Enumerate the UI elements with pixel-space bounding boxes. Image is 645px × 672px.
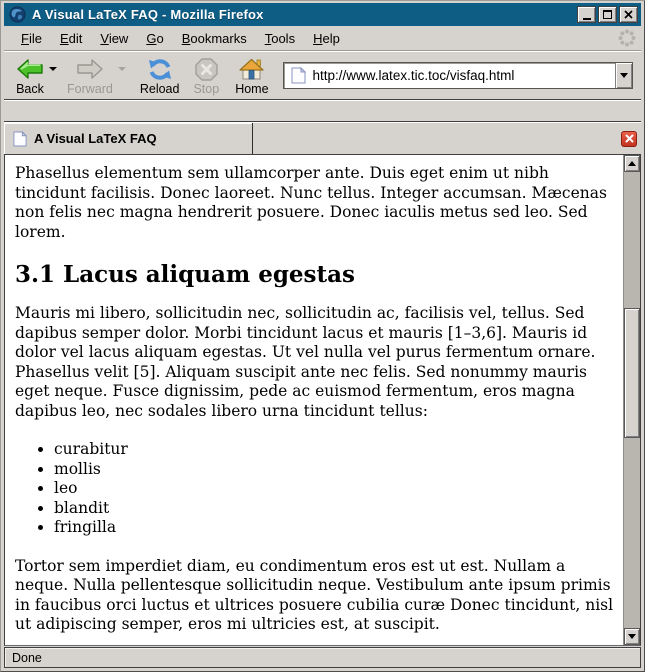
list-item: • fringilla xyxy=(54,518,617,538)
close-tab-button[interactable] xyxy=(621,131,637,147)
tab-title: A Visual LaTeX FAQ xyxy=(34,131,157,146)
url-bar[interactable] xyxy=(283,62,633,89)
menu-bar xyxy=(4,26,641,51)
tab-strip xyxy=(253,123,641,154)
firefox-globe-icon xyxy=(9,6,26,23)
scroll-down-button[interactable] xyxy=(624,628,640,645)
menu-go[interactable]: Go xyxy=(146,30,164,46)
list-item: • mollis xyxy=(54,460,617,480)
stop-button[interactable] xyxy=(189,54,223,97)
url-input[interactable]: http://www.latex.tic.toc/visfaq.html xyxy=(312,68,515,83)
title-bar xyxy=(4,3,641,26)
back-icon xyxy=(16,57,44,81)
scrollbar-thumb[interactable] xyxy=(624,308,640,438)
home-label: Home xyxy=(235,82,269,96)
status-text: Done xyxy=(12,650,42,665)
forward-icon xyxy=(76,57,104,81)
reload-icon xyxy=(147,57,173,82)
list-item: • leo xyxy=(54,479,617,499)
stop-icon xyxy=(194,57,219,82)
menu-view[interactable]: View xyxy=(100,30,129,46)
page-icon xyxy=(291,67,306,84)
stop-label: Stop xyxy=(193,82,220,96)
reload-button[interactable] xyxy=(136,54,184,97)
url-dropdown-button[interactable] xyxy=(615,63,632,88)
menu-help[interactable]: Help xyxy=(313,30,340,46)
paragraph-3: Tortor sem imperdiet diam, eu condimentum eros est ut est. Nullam a neque. Nulla pellentesque sollicitudin neque. Vestibulum ante ipsum primis in faucibus orci luctus et ultrices posuere cubilia curæ Donec tincidunt, nisl ut adipiscing semper, eros mi ultricies est, at suscipit. xyxy=(15,556,614,633)
web-page xyxy=(5,155,623,645)
chevron-down-icon xyxy=(620,73,628,78)
menu-bookmarks[interactable]: Bookmarks xyxy=(181,30,247,46)
list-item: • curabitur xyxy=(54,440,617,460)
bookmarks-toolbar xyxy=(4,100,641,122)
bullet-list xyxy=(15,440,617,538)
reload-label: Reload xyxy=(139,82,180,96)
back-label: Back xyxy=(16,82,44,96)
tab-page-icon xyxy=(13,131,27,147)
minimize-icon xyxy=(583,18,591,20)
menu-edit[interactable]: Edit xyxy=(59,30,83,46)
minimize-button[interactable] xyxy=(577,6,596,23)
forward-dropdown-icon[interactable] xyxy=(118,67,126,71)
forward-label: Forward xyxy=(67,82,113,96)
status-bar xyxy=(4,647,641,668)
scroll-up-icon xyxy=(628,161,636,166)
close-tab-icon xyxy=(625,134,634,143)
menu-file[interactable]: File xyxy=(21,30,42,46)
home-button[interactable] xyxy=(231,54,272,97)
forward-button[interactable] xyxy=(63,54,117,97)
paragraph-2: Mauris mi libero, sollicitudin nec, sollicitudin ac, facilisis vel, tellus. Sed dapibus semper dolor. Morbi tincidunt lacus et mauris [1–3,6]. Mauris id dolor vel lacus aliquam egestas. Ut vel nulla vel purus fermentum ornare. Phasellus velit [5]. Aliquam suscipit ante nec felis. Sed nonummy mauris eget neque. Fusce dignissim, pede ac euismod fermentum, eros magna dapibus leo, nec sodales libero urna tincidunt tellus: xyxy=(15,304,596,420)
close-button[interactable] xyxy=(619,6,638,23)
tab-bar xyxy=(4,122,641,154)
section-heading: 3.1 Lacus aliquam egestas xyxy=(15,261,355,288)
menu-tools[interactable]: Tools xyxy=(264,30,296,46)
list-item: • blandit xyxy=(54,499,617,519)
scroll-up-button[interactable] xyxy=(624,155,640,172)
scroll-down-icon xyxy=(628,634,636,639)
paragraph-1: Phasellus elementum sem ullamcorper ante. Duis eget enim ut nibh tincidunt facilisis. Donec laoreet. Nunc tellus. Integer accumsan. Mæcenas non felis nec magna hendrerit posuere. Donec iaculis metus sed leo. Sed lorem. xyxy=(15,164,607,241)
close-icon xyxy=(624,10,633,19)
tab-visual-latex-faq[interactable] xyxy=(4,123,253,154)
maximize-icon xyxy=(603,10,612,19)
home-icon xyxy=(238,57,265,82)
throbber-icon xyxy=(617,28,637,48)
maximize-button[interactable] xyxy=(598,6,617,23)
back-dropdown-icon[interactable] xyxy=(49,67,57,71)
window-title: A Visual LaTeX FAQ - Mozilla Firefox xyxy=(32,7,264,22)
window-controls xyxy=(577,6,638,23)
navigation-toolbar xyxy=(4,51,641,100)
back-button[interactable] xyxy=(12,54,48,97)
vertical-scrollbar[interactable] xyxy=(623,155,640,645)
content-area xyxy=(4,154,641,646)
